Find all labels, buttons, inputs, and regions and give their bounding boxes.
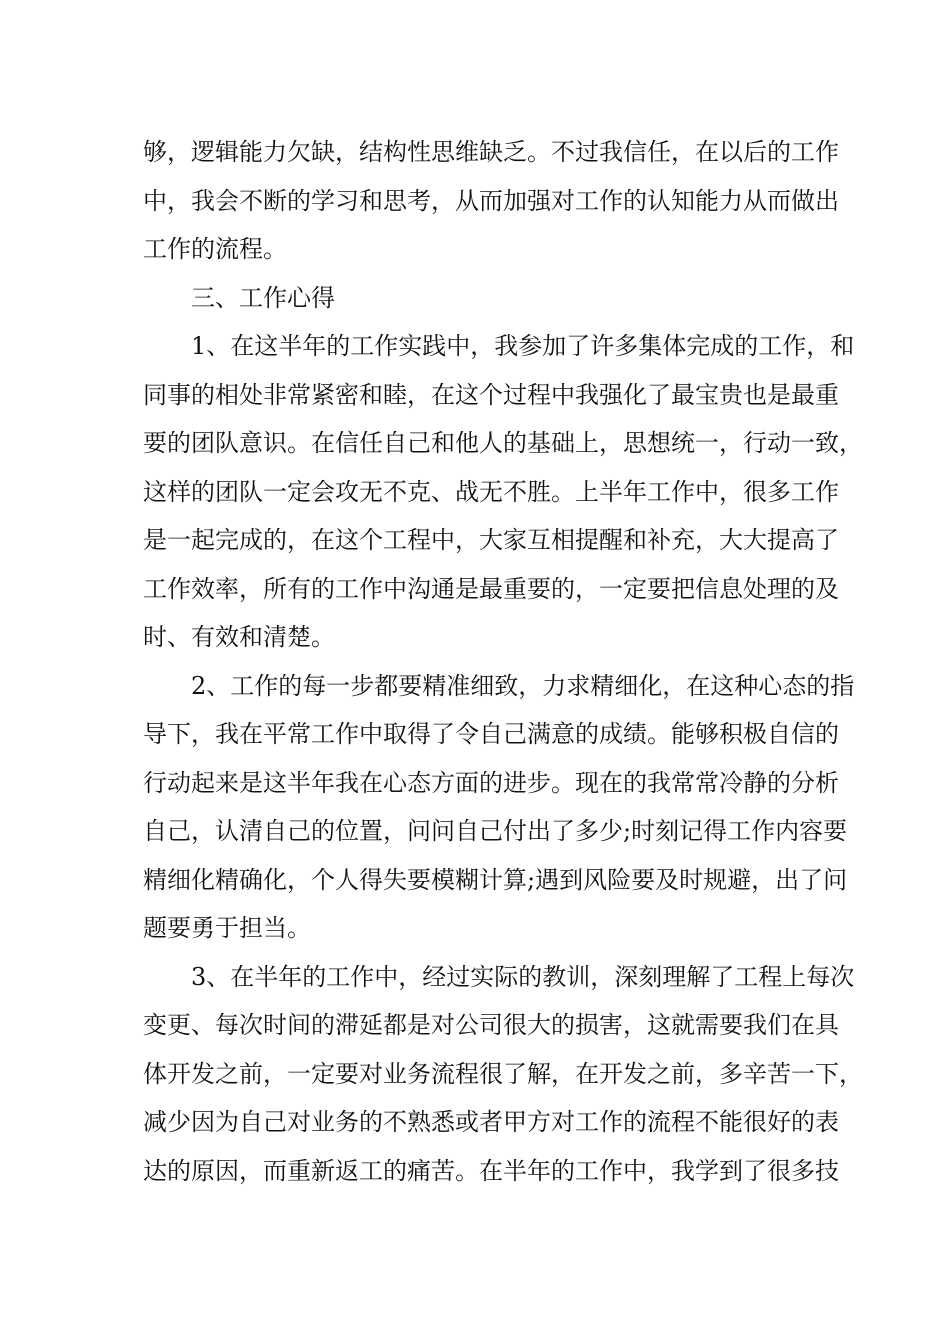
text-line: 三、工作心得 xyxy=(191,283,335,312)
text-line: 导下，我在平常工作中取得了令自己满意的成绩。能够积极自信的 xyxy=(143,720,839,748)
text-line: 体开发之前，一定要对业务流程很了解，在开发之前，多辛苦一下， xyxy=(143,1059,863,1088)
paragraph xyxy=(143,322,863,662)
text-line: 这样的团队一定会攻无不克、战无不胜。上半年工作中，很多工作 xyxy=(143,477,839,506)
document-body xyxy=(143,128,863,1195)
text-line: 变更、每次时间的滞延都是对公司很大的损害，这就需要我们在具 xyxy=(143,1011,839,1039)
text-line: 达的原因，而重新返工的痛苦。在半年的工作中，我学到了很多技 xyxy=(143,1156,839,1185)
paragraph xyxy=(143,662,855,953)
text-line: 题要勇于担当。 xyxy=(143,914,311,942)
text-line: 同事的相处非常紧密和睦，在这个过程中我强化了最宝贵也是最重 xyxy=(143,380,839,409)
text-line: 工作的流程。 xyxy=(143,235,287,263)
text-line: 减少因为自己对业务的不熟悉或者甲方对工作的流程不能很好的表 xyxy=(143,1108,839,1136)
text-line: 行动起来是这半年我在心态方面的进步。现在的我常常冷静的分析 xyxy=(143,768,839,797)
text-line: 精细化精确化，个人得失要模糊计算;遇到风险要及时规避，出了问 xyxy=(143,865,848,894)
paragraph xyxy=(143,953,863,1196)
text-line: 自己，认清自己的位置，问问自己付出了多少;时刻记得工作内容要 xyxy=(143,817,848,845)
text-line: 1、在这半年的工作实践中，我参加了许多集体完成的工作，和 xyxy=(191,332,855,360)
paragraph xyxy=(143,274,807,323)
text-line: 工作效率，所有的工作中沟通是最重要的，一定要把信息处理的及 xyxy=(143,574,839,603)
text-line: 是一起完成的，在这个工程中，大家互相提醒和补充，大大提高了 xyxy=(143,526,839,554)
text-line: 中，我会不断的学习和思考，从而加强对工作的认知能力从而做出 xyxy=(143,186,839,215)
text-line: 要的团队意识。在信任自己和他人的基础上，思想统一，行动一致， xyxy=(143,429,863,457)
text-line: 2、工作的每一步都要精准细致，力求精细化，在这种心态的指 xyxy=(191,671,855,700)
paragraph xyxy=(143,128,839,274)
text-line: 够，逻辑能力欠缺，结构性思维缺乏。不过我信任，在以后的工作 xyxy=(143,138,839,166)
text-line: 3、在半年的工作中，经过实际的教训，深刻理解了工程上每次 xyxy=(191,962,855,991)
text-line: 时、有效和清楚。 xyxy=(143,623,335,651)
